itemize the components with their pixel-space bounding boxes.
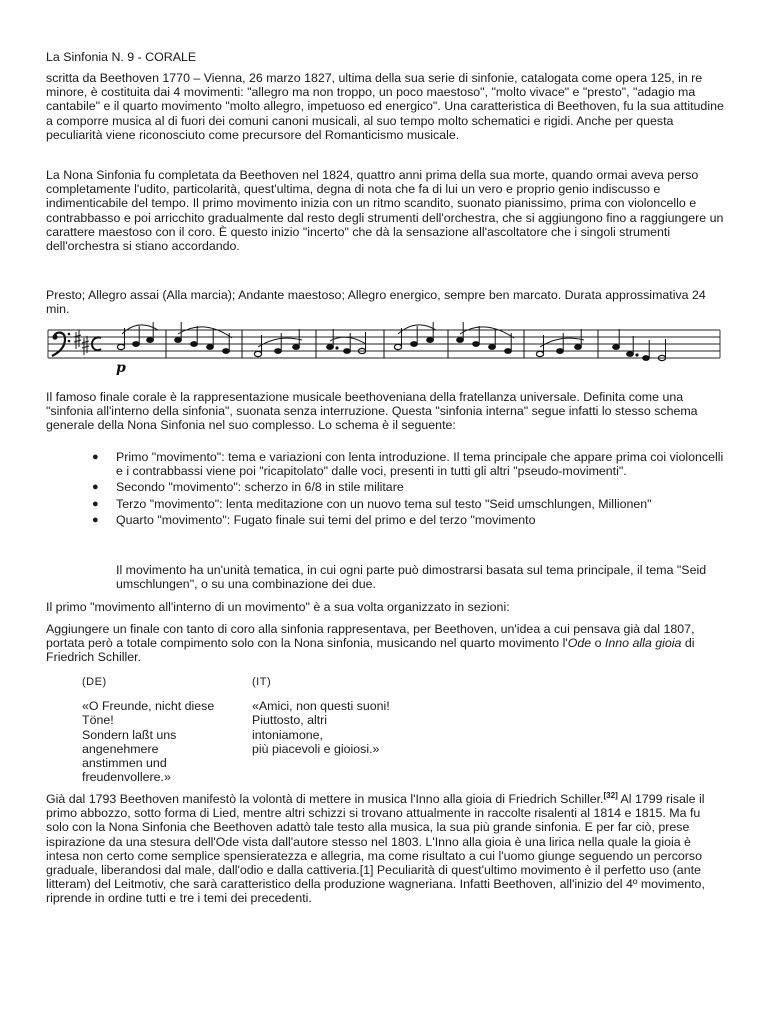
tempo-paragraph: Presto; Allegro assai (Alla marcia); Andante maestoso; Allegro energico, sempre ben marcato. Durata approssimativa 24 min. [46,288,706,317]
poem-german-text: «O Freunde, nicht diese Töne! Sondern laßt uns angenehmere anstimmen und freudenvollere.» [82,699,215,785]
finale-intro-paragraph: Il famoso finale corale è la rappresentazione musicale beethoveniana della fratellanza universale. Definita come una "sinfonia all'interno della sinfonia", suonata senza interruzione. Questa "sinfonia interna" segue infatti lo stesso schema generale della Nona Sinfonia nel suo complesso. Lo schema è il seguente: [46,390,698,433]
dynamic-marking: p [116,360,126,376]
poem-italian-text: «Amici, non questi suoni! Piuttosto, altri intoniamone, più piacevoli e gioiosi.» [252,699,390,756]
bullet-icon: ● [92,497,99,510]
poem-german [82,675,252,784]
ode-paragraph: Aggiungere un finale con tanto di coro alla sinfonia rappresentava, per Beethoven, un'idea a cui pensava già dal 1807, portata però a totale compimento solo con la Nona sinfonia, musicando nel quarto movimento l'Ode o Inno alla gioia di Friedrich Schiller. [46,622,695,665]
intro-paragraph: scritta da Beethoven 1770 – Vienna, 26 marzo 1827, ultima della sua serie di sinfonie, catalogata come opera 125, in re minore, è costituita dai 4 movimenti: "allegro ma non troppo, un poco maestoso", "molto vivace" e "presto", "adagio ma cantabile" e il quarto movimento "molto allegro, impetuoso ed energico". Una caratteristica di Beethoven, fu la sua attitudine a comporre musica al di fuori dei comuni canoni musicali, al suo tempo molto schematici e rigidi. Anche per questa peculiarità viene riconosciuto come precursore del Romanticismo musicale. [46,71,724,142]
bullet-icon: ● [92,481,99,494]
poem-italian [252,675,422,756]
language-label-de: (DE) [82,676,107,688]
list-item: ● Primo "movimento": tema e variazioni con lenta introduzione. Il tema principale che appare prima coi violoncelli e i contrabbassi viene poi "ricapitolato" dalle voci, presenti in tutti gli altri "pseudo-movimenti". [92,450,724,479]
inno-title: Inno alla gioia [604,636,682,651]
sections-paragraph: Il primo "movimento all'interno di un movimento" è a sua volta organizzato in sezioni: [46,600,510,614]
bullet-icon: ● [92,513,99,526]
ode-title: Ode [567,636,592,651]
reference-link[interactable]: [32] [603,790,618,800]
thematic-unity-paragraph: Il movimento ha un'unità tematica, in cui ogni parte può dimostrarsi basata sul tema principale, il tema "Seid umschlungen", o su una combinazione dei due. [116,563,707,592]
movements-list [80,450,725,529]
history-paragraph: Già dal 1793 Beethoven manifestò la volontà di mettere in musica l'Inno alla gioia di Friedrich Schiller.[32] Al 1799 risale il primo abbozzo, sotto forma di Lied, mentre altri schizzi si trovano attualmente in raccolte risalenti al 1814 e 1815. Ma fu solo con la Nona Sinfonia che Beethoven adattò tale testo alla musica, la sua più grande sinfonia. E per far ciò, prese ispirazione da una stesura dell'Ode vista dall'autore stesso nel 1803. L'Inno alla gioia è una lirica nella quale la gioia è intesa non certo come semplice spensieratezza e allegria, ma come risultato a cui l'uomo giunge seguendo un percorso graduale, liberandosi dal male, dall'odio e dalla cattiveria.[1] Peculiarità di quest'ultimo movimento è il perfetto uso (ante litteram) del Leitmotiv, che sarà caratteristico della produzione wagneriana. Infatti Beethoven, all'inizio del 4º movimento, riprende in ordine tutti e tre i temi dei precedenti. [46,790,705,906]
notes [117,322,665,361]
list-item: ● Secondo "movimento": scherzo in 6/8 in stile militare [92,480,404,495]
music-score-image [46,320,722,378]
completion-paragraph: La Nona Sinfonia fu completata da Beethoven nel 1824, quattro anni prima della sua morte, quando ormai aveva perso completamente l'udito, particolarità, quest'ultima, degna di nota che fa di lui un vero e proprio genio indiscusso e indimenticabile del tempo. Il primo movimento inizia con un ritmo scandito, suonato pianissimo, prima con violoncello e contrabbasso e poi arricchito gradualmente dal resto degli strumenti dell'orchestra, che si aggiungono fino a raggiungere un carattere maestoso con il coro. È questo inizio "incerto" che dà la sensazione all'ascoltatore che i singoli strumenti dell'orchestra si stiano accordando. [46,168,724,254]
bullet-icon: ● [92,451,99,463]
language-label-it: (IT) [252,676,272,688]
list-item: ● Terzo "movimento": lenta meditazione con un nuovo tema sul testo "Seid umschlungen, Millionen" [92,496,652,511]
list-item: ● Quarto "movimento": Fugato finale sui temi del primo e del terzo "movimento [92,512,536,527]
document-title: La Sinfonia N. 9 - CORALE [46,50,197,64]
